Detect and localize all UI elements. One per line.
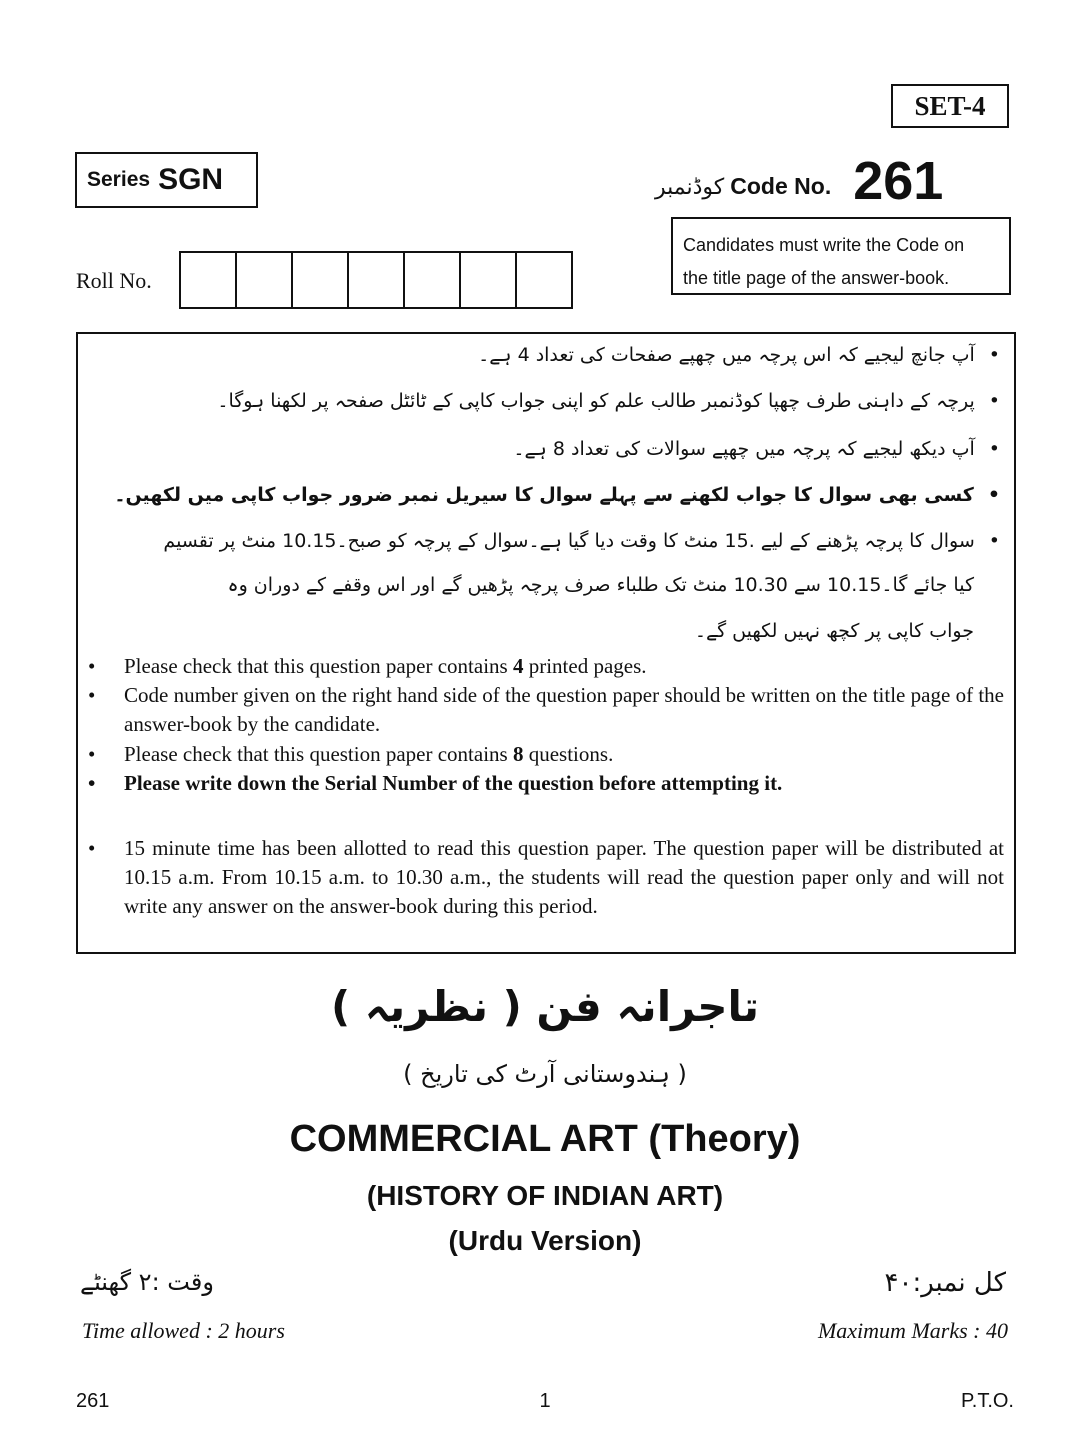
english-instruction: • 15 minute time has been allotted to read this question paper. The question paper will be distributed at 10.15 a.m. From 10.15 a.m. to 10.30 a.m., the students will read the question paper only and will not write any answer on the answer-book during this period.: [88, 834, 1004, 921]
bullet: •: [88, 683, 96, 707]
code-number-line: [655, 140, 985, 210]
subtitle-urdu: ( ہندوستانی آرٹ کی تاریخ ): [403, 1060, 687, 1088]
max-marks: Maximum Marks : 40: [817, 1318, 1008, 1343]
urdu-instruction: •آپ دیکھ لیجیے کہ پرچہ میں چھپے سوالات کی تعداد 8 ہے۔: [513, 438, 1000, 460]
pto-label: P.T.O.: [961, 1390, 1014, 1412]
footer-code: 261: [76, 1390, 110, 1412]
series-box: [75, 152, 258, 208]
roll-number-cell[interactable]: [293, 253, 349, 307]
urdu-instruction: •آپ جانچ لیجیے کہ اس پرچہ میں چھپے صفحات کی تعداد 4 ہے۔: [478, 344, 1000, 366]
series-value: SGN: [158, 163, 224, 196]
urdu-instruction-continuation: کیا جائے گا۔10.15 سے 10.30 منٹ تک طلباء صرف پرچہ پڑھیں گے اور اس وقفے کے دوران وہ: [227, 574, 974, 596]
english-instruction: • Please check that this question paper contains 4 printed pages.: [88, 652, 1004, 681]
english-instruction: • Please check that this question paper contains 8 questions.: [88, 740, 1004, 769]
candidate-note-line: Candidates must write the Code on: [683, 235, 965, 255]
urdu-instruction: •پرچہ کے داہنی طرف چھپا کوڈنمبر طالب علم کو اپنی جواب کاپی کے ٹائٹل صفحہ پر لکھنا ہوگا۔: [217, 390, 1000, 412]
candidate-note-box: [671, 217, 1011, 295]
time-allowed-urdu: وقت :۲ گھنٹے: [80, 1268, 214, 1296]
instructions-box: [76, 332, 1016, 954]
urdu-instruction-continuation: جواب کاپی پر کچھ نہیں لکھیں گے۔: [694, 620, 974, 642]
code-number: 261: [853, 151, 944, 211]
roll-number-cell[interactable]: [405, 253, 461, 307]
title-urdu: تاجرانہ فن ( نظریہ ): [330, 982, 760, 1031]
bullet: •: [88, 836, 96, 860]
bullet: •: [88, 771, 96, 795]
bullet: •: [88, 654, 96, 678]
max-marks-urdu: کل نمبر:۴۰: [884, 1268, 1006, 1298]
roll-number-grid[interactable]: [179, 251, 573, 309]
roll-number-cell[interactable]: [517, 253, 571, 307]
english-instruction: • Please write down the Serial Number of the question before attempting it.: [88, 769, 1004, 798]
roll-number-label: Roll No.: [76, 268, 152, 293]
roll-number-cell[interactable]: [237, 253, 293, 307]
title-english: COMMERCIAL ART (Theory): [289, 1118, 801, 1160]
version-label: (Urdu Version): [448, 1225, 642, 1256]
code-urdu-label: کوڈنمبر: [655, 174, 725, 199]
series-label: Series: [87, 168, 151, 191]
page-number: 1: [539, 1390, 551, 1412]
time-allowed: Time allowed : 2 hours: [82, 1318, 285, 1343]
code-label: Code No.: [730, 173, 832, 199]
urdu-instruction: •سوال کا پرچہ پڑھنے کے لیے .15 منٹ کا وقت دیا گیا ہے۔سوال کے پرچہ کو صبح۔10.15 منٹ پر تقسیم: [163, 530, 1000, 552]
candidate-note-line: the title page of the answer-book.: [683, 268, 950, 288]
urdu-instruction: •کسی بھی سوال کا جواب لکھنے سے پہلے سوال کا سیریل نمبر ضرور جواب کاپی میں لکھیں۔: [114, 484, 1000, 506]
roll-number-cell[interactable]: [349, 253, 405, 307]
english-instruction: • Code number given on the right hand side of the question paper should be written on the title page of the answer-book by the candidate.: [88, 681, 1004, 739]
roll-number-cell[interactable]: [181, 253, 237, 307]
subtitle-english: (HISTORY OF INDIAN ART): [366, 1180, 724, 1211]
roll-number-cell[interactable]: [461, 253, 517, 307]
bullet: •: [88, 742, 96, 766]
set-label: SET-4: [891, 84, 1009, 128]
